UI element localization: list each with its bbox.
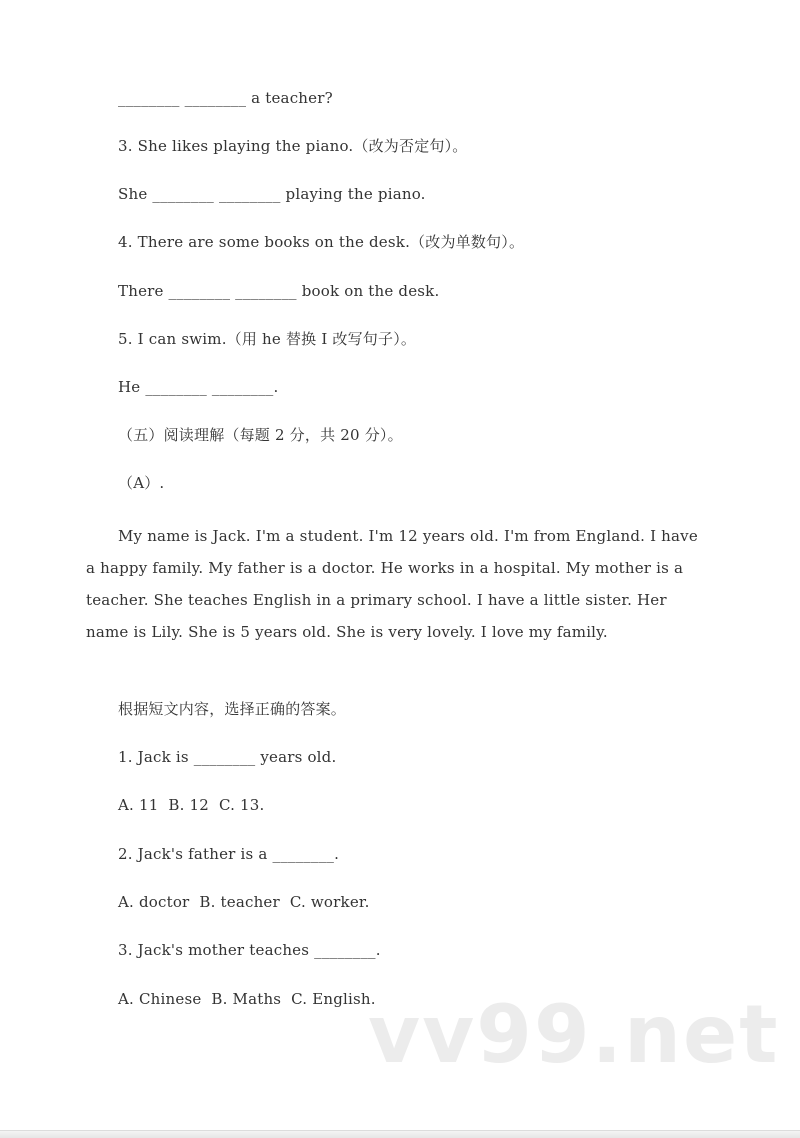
exercise-item-5-prompt: 5. I can swim.（用 he 替换 I 改写句子）。	[118, 330, 417, 348]
exercise-item-3-prompt: 3. She likes playing the piano.（改为否定句）。	[118, 137, 468, 155]
reading-instruction: 根据短文内容，选择正确的答案。	[118, 700, 347, 718]
exercise-item-4-prompt: 4. There are some books on the desk.（改为单数句）。	[118, 233, 525, 251]
reading-passage: My name is Jack. I'm a student. I'm 12 years old. I'm from England. I have a happy family. My father is a doctor. He works in a hospital. My mother is a teacher. She teaches English in a primary school. I have a little sister. Her name is Lily. She is 5 years old. She is very lovely. I love my family.	[86, 527, 698, 641]
section-heading-reading: （五）阅读理解（每题 2 分，共 20 分）。	[118, 426, 403, 444]
subsection-label-a: （A）.	[118, 474, 165, 492]
reading-question-3-options: A. Chinese B. Maths C. English.	[118, 990, 376, 1008]
exercise-item-5-answer: He ________ ________.	[118, 378, 279, 396]
reading-question-3: 3. Jack's mother teaches ________.	[118, 941, 381, 959]
reading-question-1-options: A. 11 B. 12 C. 13.	[118, 796, 265, 814]
watermark-logo: vv99.net	[368, 988, 780, 1081]
reading-question-1: 1. Jack is ________ years old.	[118, 748, 337, 766]
reading-question-2-options: A. doctor B. teacher C. worker.	[118, 893, 370, 911]
exercise-line-blank-question: ________ ________ a teacher?	[118, 89, 333, 107]
reading-question-2: 2. Jack's father is a ________.	[118, 845, 340, 863]
exercise-item-4-answer: There ________ ________ book on the desk.	[118, 282, 440, 300]
exercise-item-3-answer: She ________ ________ playing the piano.	[118, 185, 426, 203]
